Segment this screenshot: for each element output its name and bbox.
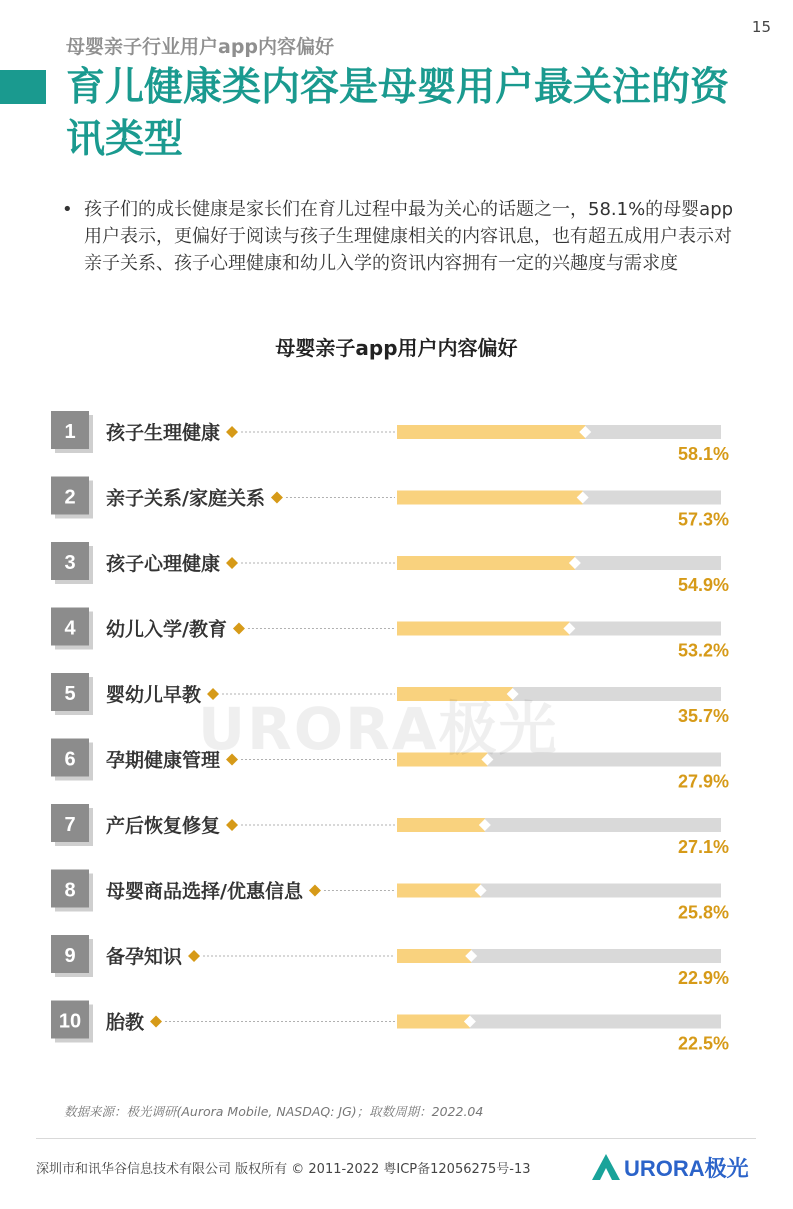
category-label: 胎教 [106,1011,145,1034]
rank-number: 9 [64,945,76,967]
bar [397,425,585,439]
rank-number: 7 [64,814,76,836]
data-label: 53.2% [677,640,729,661]
marker-diamond [150,1016,162,1028]
marker-diamond [233,623,245,635]
rank-number: 10 [58,1010,82,1033]
rank-number: 3 [64,552,76,574]
marker-diamond [188,950,200,962]
bar [397,818,485,832]
copyright-footer: 深圳市和讯华谷信息技术有限公司 版权所有 © 2011-2022 粤ICP备12056275号-13 [36,1162,531,1177]
bar [397,622,569,636]
watermark: URORA极光 [198,695,559,763]
bar [397,491,583,505]
summary-bullet [62,196,742,277]
marker-diamond [309,885,321,897]
rank-number: 8 [64,879,76,902]
chart-title: 母婴亲子app用户内容偏好 [275,336,518,360]
category-label: 产后恢复修复 [106,815,221,837]
data-label: 22.5% [677,1033,729,1054]
logo-text: URORA极光 [624,1156,749,1181]
category-label: 亲子关系/家庭关系 [106,487,265,510]
marker-diamond [226,557,238,569]
data-label: 58.1% [677,444,729,464]
data-label: 27.1% [677,837,729,857]
category-label: 幼儿入学/教育 [106,618,227,641]
rank-number: 4 [64,617,76,640]
accent-block [0,70,46,104]
data-label: 57.3% [677,509,729,530]
marker-diamond [226,819,238,831]
page-title: 育儿健康类内容是母婴用户最关注的资讯类型 [66,65,730,162]
bar [397,1015,470,1029]
rank-number: 6 [64,748,76,771]
footer-divider [36,1138,756,1139]
category-label: 备孕知识 [106,946,183,968]
bar [397,949,471,963]
summary-text: 孩子们的成长健康是家长们在育儿过程中最为关心的话题之一，58.1%的母婴app用户表示，更偏好于阅读与孩子生理健康相关的内容讯息，也有超五成用户表示对亲子关系、孩子心理健康和幼儿入学的资讯内容拥有一定的兴趣度与需求度 [84,199,734,274]
bullet-dot: • [62,199,73,220]
marker-diamond [271,492,283,504]
category-label: 孩子生理健康 [106,422,221,444]
rank-number: 5 [64,683,76,705]
rank-number: 1 [64,421,76,443]
category-label: 母婴商品选择/优惠信息 [106,880,303,903]
data-label: 25.8% [677,902,729,923]
marker-diamond [226,426,238,438]
bar [397,556,575,570]
data-label: 27.9% [677,771,729,792]
category-label: 孕期健康管理 [106,749,221,772]
section-kicker: 母婴亲子行业用户app内容偏好 [66,36,335,58]
category-label: 婴幼儿早教 [106,684,202,706]
category-label: 孩子心理健康 [106,553,221,575]
aurora-logo [590,1150,765,1184]
rank-number: 2 [64,486,76,509]
data-source: 数据来源：极光调研(Aurora Mobile, NASDAQ: JG)；取数周期：2022.04 [64,1104,484,1119]
page-number: 15 [751,18,771,36]
bar [397,884,481,898]
data-label: 22.9% [677,968,729,988]
data-label: 54.9% [677,575,729,595]
logo-mark-icon [592,1154,620,1180]
data-label: 35.7% [677,706,729,726]
